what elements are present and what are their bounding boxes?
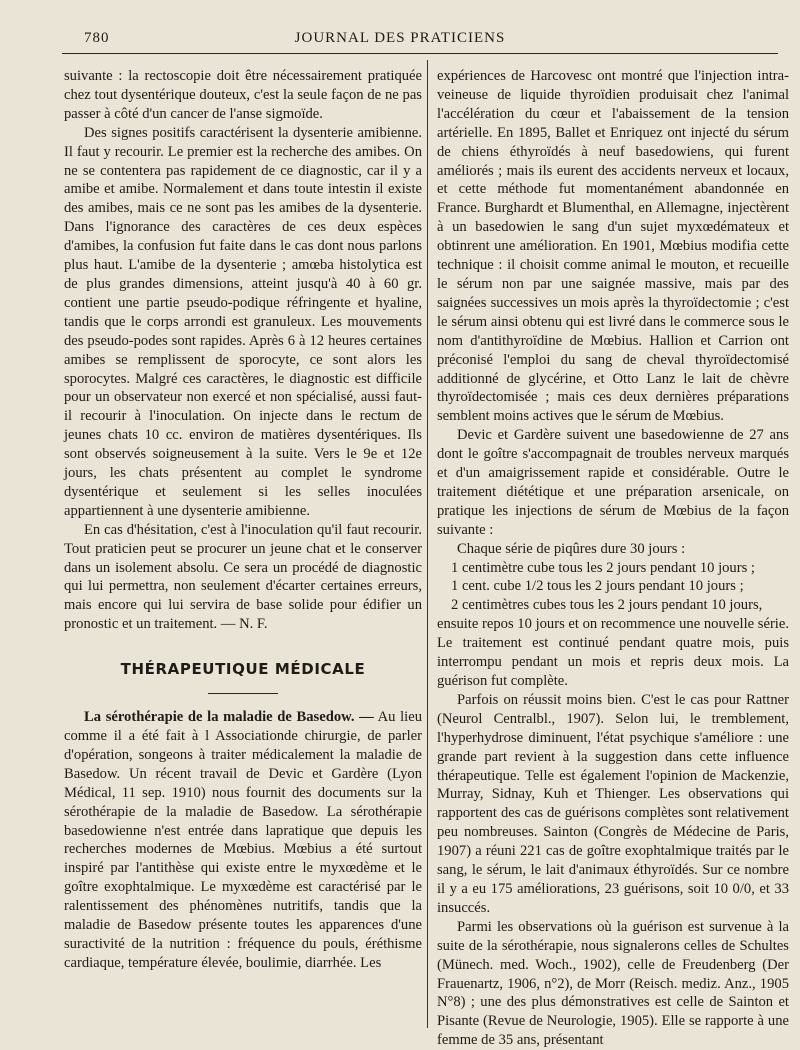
dose-line: 1 cent. cube 1/2 tous les 2 jours pendant 10 jours ;	[451, 578, 744, 595]
running-header	[0, 30, 800, 50]
section-title: THÉRAPEUTIQUE MÉDICALE	[120, 660, 366, 679]
dose-line: 1 centimètre cube tous les 2 jours pendant 10 jours ;	[451, 559, 755, 576]
paragraph: Chaque série de piqûres dure 30 jours :	[457, 540, 686, 557]
paragraph: Devic et Gardère suivent une basedowienne de 27 ans dont le goître s'accompagnait de troubles nerveux marqués et d'un amaigrissement rapide et considérable. Outre le traitement diététique et une préparation arsenicale, on pratique les injections de sérum de Mœbius de la façon suivante :	[437, 427, 789, 538]
paragraph: En cas d'hésitation, c'est à l'inoculation qu'il faut recourir. Tout praticien peut se procurer un jeune chat et le conserver dans un isolement absolu. Ce sera un procédé de diagnostic qui lui permettra, non seulement d'écarter certaines erreurs, mais encore qui lui servira de base solide pour édifier un pronostic et un traitement. — N. F.	[64, 521, 422, 633]
article-body: Au lieu comme il a été fait à l Associationde chirurgie, de parler d'opération, songeons à traiter médicalement la maladie de Basedow. Un récent travail de Devic et Gardère (Lyon Médical, 11 sep. 1910) nous fournit des documents sur la sérothérapie de la maladie de Basedow. La sérothérapie basedowienne n'est entrée dans lapratique que depuis les recherches modernes de Mœbius. Mœbius a été surtout inspiré par l'antithèse qui existe entre le myxœdème et le goître exophtalmique. Le myxœdème est caractérisé par le ralentissement des phénomènes nutritifs, tandis que la maladie de Basedow présente toutes les apparences d'une suractivité de la nutrition : fréquence du pouls, éréthisme cardiaque, température élevée, boulimie, diarrhée. Les	[64, 709, 422, 971]
page-number: 780	[84, 30, 110, 46]
article-paragraph	[64, 708, 422, 973]
article-subhead: La sérothérapie de la maladie de Basedow. —	[84, 709, 374, 726]
paragraph: Des signes positifs caractérisent la dysenterie amibienne. Il faut y recourir. Le premier est la recherche des amibes. On ne se contentera pas rapidement de ce diagnostic, car il y a amibe et amibe. Normalement et dans toute intestin il existe des amibes, mais ce ne sont pas les amibes de la dysenterie. Dans l'ignorance des caractères de ces deux espèces d'amibes, la confusion fut faite dans le cas dont nous parlons plus haut. L'amibe de la dysenterie ; amœba histolytica est de plus grandes dimensions, atteint jusqu'à 40 à 60 gr. contient une partie pseudo-podique réfringente et hyaline, tandis que le corps arrondi est granuleux. Les mouvements des pseudo-podes sont rapides. Après 6 à 12 heures certaines amibes se remplissent de sporocyte, ce sont alors les sporocytes. Malgré ces caractères, le diagnostic est difficile pour un observateur non exercé et non spécialisé, aussi faut-il recourir à l'inoculation. On injecte dans le rectum de jeunes chats 10 cc. environ de matières dysentériques. Ils sont observés soigneusement à la suite. Vers le 9e et 12e jours, les chats présentent au complet le syndrome dysentérique et seulement si les selles inoculées appartiennent à une dysenterie amibienne.	[64, 124, 422, 519]
header-rule	[62, 53, 778, 54]
left-column	[64, 67, 422, 973]
paragraph: Parmi les observations où la guérison est survenue à la suite de la sérothérapie, nous signalerons celles de Schultes (Münech. med. Woch., 1902), celle de Freudenberg (Der Frauenartz, 1906, n°2), de Morr (Reisch. mediz. Anz., 1905 N°8) ; une des plus démonstratives est celle de Sainton et Pisante (Revue de Neurologie, 1905). Elle se rapporte à une femme de 35 ans, présentant	[437, 918, 789, 1049]
paragraph: Parfois on réussit moins bien. C'est le cas pour Rattner (Neurol Centralbl., 1907). Selon lui, le tremblement, l'hyperhydrose diminuent, l'état psychique s'améliore : une grande part revient à la suggestion dans cette influence thérapeutique. Telle est également l'opinion de Mackenzie, Murray, Sidnay, Kuh et Thienger. Les observations qui rapportent des cas de guérisons complètes sont relativement peu nombreuses. Sainton (Congrès de Médecine de Paris, 1907) a réuni 221 cas de goître exophtalmique traités par le sang, le sérum, le lait d'animaux éthyroïdés. Sur ce nombre il y a eu 175 améliorations, 23 guérisons, soit 10 0/0, et 33 insuccés.	[437, 691, 789, 916]
paragraph: ensuite repos 10 jours et on recommence une nouvelle série. Le traitement est continué pendant quatre mois, puis interrompu pendant un mois et repris deux mois. La guérison fut complète.	[437, 616, 789, 689]
dose-line: 2 centimètres cubes tous les 2 jours pendant 10 jours,	[451, 597, 763, 614]
column-divider	[427, 60, 428, 1028]
paragraph: suivante : la rectoscopie doit être nécessairement pratiquée chez tout dysentérique douteux, c'est la seule façon de ne pas passer à côté d'un cancer de l'anse sigmoïde.	[64, 68, 422, 122]
right-column	[437, 67, 789, 1050]
journal-title: JOURNAL DES PRATICIENS	[294, 30, 506, 46]
paragraph: expériences de Harcovesc ont montré que l'injection intra-veineuse de liquide thyroïdien produisait chez l'animal l'accélération du cœur et l'abaissement de la tension artérielle. En 1895, Ballet et Enriquez ont injecté du sérum de chiens éthyroïdés à neuf basedowiens, qui furent améliorés ; mais ils eurent des accidents nerveux et locaux, et cette méthode fut momentanément abandonnée en France. Burghardt et Blumenthal, en Allemagne, injectèrent à un basedowien le sang d'un sujet myxœdémateux et obtinrent une amélioration. En 1901, Mœbius modifia cette technique : il choisit comme animal le mouton, et recueille le sérum non par une saignée massive, mais par des saignées successives un mois après la thyroïdectomie ; c'est le sérum ainsi obtenu qui est livré dans le commerce sous le nom d'antithyroïdine de Mœbius. Hallion et Carrion ont préconisé l'emploi du sang de cheval thyroïdectomisé additionné de glycérine, et Otto Lanz le lait de chèvre thyroïdectomisée ; mais ces deux dernières préparations semblent moins actives que le sérum de Mœbius.	[437, 68, 789, 425]
section-rule	[208, 693, 278, 694]
